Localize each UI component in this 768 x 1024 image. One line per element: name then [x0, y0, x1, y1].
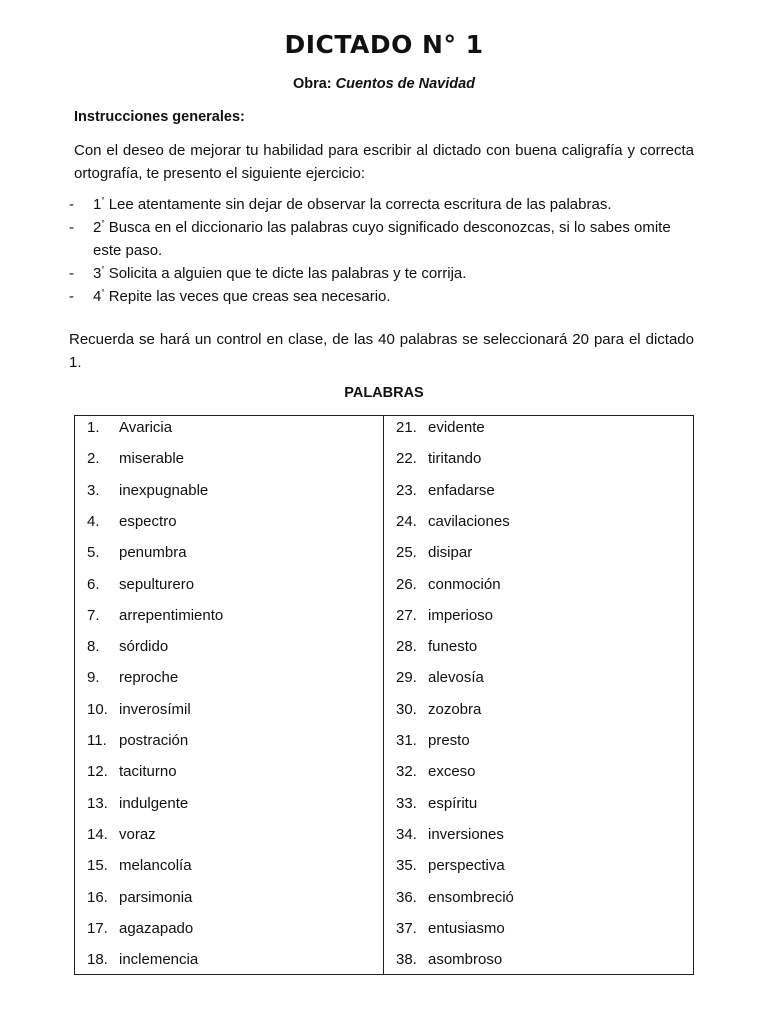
word-number: 27. [396, 606, 417, 624]
word-number: 34. [396, 825, 417, 843]
word-text: imperioso [428, 606, 494, 624]
word-number: 32. [396, 763, 417, 781]
work-label: Obra: [292, 76, 332, 92]
word-number: 33. [396, 794, 417, 812]
word-text: sórdido [119, 638, 169, 656]
step-number: 4° [93, 288, 105, 305]
word-number: 14. [87, 825, 108, 843]
word-number: 2. [87, 450, 100, 468]
word-number: 17. [87, 919, 108, 937]
word-number: 6. [87, 575, 100, 593]
step-text: Solicita a alguien que te dicte las palabras y te corrija. [104, 265, 467, 282]
word-text: presto [428, 732, 470, 749]
word-number: 18. [87, 951, 108, 969]
word-number: 21. [396, 419, 417, 436]
word-text: disipar [428, 544, 473, 562]
step-text: Repite las veces que creas sea necesario. [104, 288, 391, 305]
word-number: 12. [87, 763, 108, 781]
word-number: 10. [87, 700, 108, 718]
step-dash: - [69, 219, 74, 236]
word-text: inexpugnable [119, 481, 209, 499]
step-item [69, 262, 695, 285]
word-text: funesto [428, 638, 478, 656]
word-number: 13. [87, 794, 108, 812]
work-title: Cuentos de Navidad [335, 76, 476, 92]
word-number: 36. [396, 888, 417, 906]
step-number: 1° [93, 196, 105, 213]
word-number: 35. [396, 857, 417, 875]
reminder-paragraph: Recuerda se hará un control en clase, de las 40 palabras se seleccionará 20 para el dictado 1. [69, 331, 694, 371]
word-text: postración [119, 732, 189, 749]
step-dash: - [69, 288, 74, 305]
step-item [69, 216, 695, 262]
word-number: 28. [396, 638, 417, 656]
step-text: Busca en el diccionario las palabras cuyo significado desconozcas, si lo sabes omite este paso. [93, 219, 671, 259]
step-item [69, 285, 695, 308]
word-text: inversiones [428, 825, 504, 843]
word-number: 37. [396, 919, 417, 937]
word-text: inverosímil [119, 700, 191, 718]
word-text: Avaricia [119, 419, 173, 436]
word-number: 24. [396, 512, 417, 530]
word-text: sepulturero [119, 575, 195, 593]
word-text: evidente [428, 419, 485, 436]
word-text: indulgente [119, 794, 189, 812]
intro-paragraph: Con el deseo de mejorar tu habilidad para escribir al dictado con buena caligrafía y correcta ortografía, te presento el siguiente ejercicio: [74, 142, 694, 182]
step-number: 2° [93, 219, 105, 236]
word-text: cavilaciones [428, 512, 510, 530]
word-text: miserable [119, 450, 185, 468]
step-dash: - [69, 265, 74, 282]
word-text: entusiasmo [428, 919, 505, 937]
work-line [0, 76, 768, 92]
word-text: melancolía [119, 857, 192, 875]
word-number: 25. [396, 544, 417, 562]
word-number: 11. [87, 732, 107, 749]
step-item [69, 193, 695, 216]
step-dash: - [69, 196, 74, 213]
instructions-heading: Instrucciones generales: [74, 109, 245, 125]
words-column-left [75, 416, 384, 974]
word-text: conmoción [428, 575, 501, 593]
word-text: asombroso [428, 951, 503, 969]
word-text: arrepentimiento [119, 606, 224, 624]
word-number: 29. [396, 669, 417, 687]
word-number: 3. [87, 481, 100, 499]
word-text: ensombreció [428, 888, 514, 906]
word-number: 30. [396, 700, 417, 718]
word-text: taciturno [119, 763, 177, 781]
word-text: espectro [119, 512, 177, 530]
step-number: 3° [93, 265, 105, 282]
words-heading: PALABRAS [344, 385, 424, 401]
word-text: alevosía [428, 669, 484, 687]
word-text: reproche [119, 669, 179, 687]
step-text: Lee atentamente sin dejar de observar la correcta escritura de las palabras. [104, 196, 612, 213]
word-number: 31. [396, 732, 417, 749]
word-text: perspectiva [428, 857, 505, 875]
word-number: 15. [87, 857, 108, 875]
word-number: 5. [87, 544, 100, 562]
word-text: agazapado [119, 919, 194, 937]
word-number: 7. [87, 606, 100, 624]
word-number: 38. [396, 951, 417, 969]
word-number: 4. [87, 512, 100, 530]
word-number: 8. [87, 638, 100, 656]
words-column-right [384, 416, 693, 974]
word-text: tiritando [428, 450, 482, 468]
word-number: 23. [396, 481, 417, 499]
word-number: 1. [87, 419, 100, 436]
document-title: DICTADO N° 1 [284, 30, 484, 59]
word-text: penumbra [119, 544, 187, 562]
word-text: parsimonia [119, 888, 193, 906]
word-text: exceso [428, 763, 476, 781]
word-text: voraz [119, 825, 156, 843]
word-text: inclemencia [119, 951, 199, 969]
word-number: 9. [87, 669, 100, 687]
word-text: zozobra [428, 700, 482, 718]
word-text: enfadarse [428, 481, 495, 499]
words-table [74, 415, 694, 975]
word-number: 22. [396, 450, 417, 468]
word-text: espíritu [428, 794, 478, 812]
word-number: 26. [396, 575, 417, 593]
word-number: 16. [87, 888, 108, 906]
steps-list [69, 193, 695, 308]
